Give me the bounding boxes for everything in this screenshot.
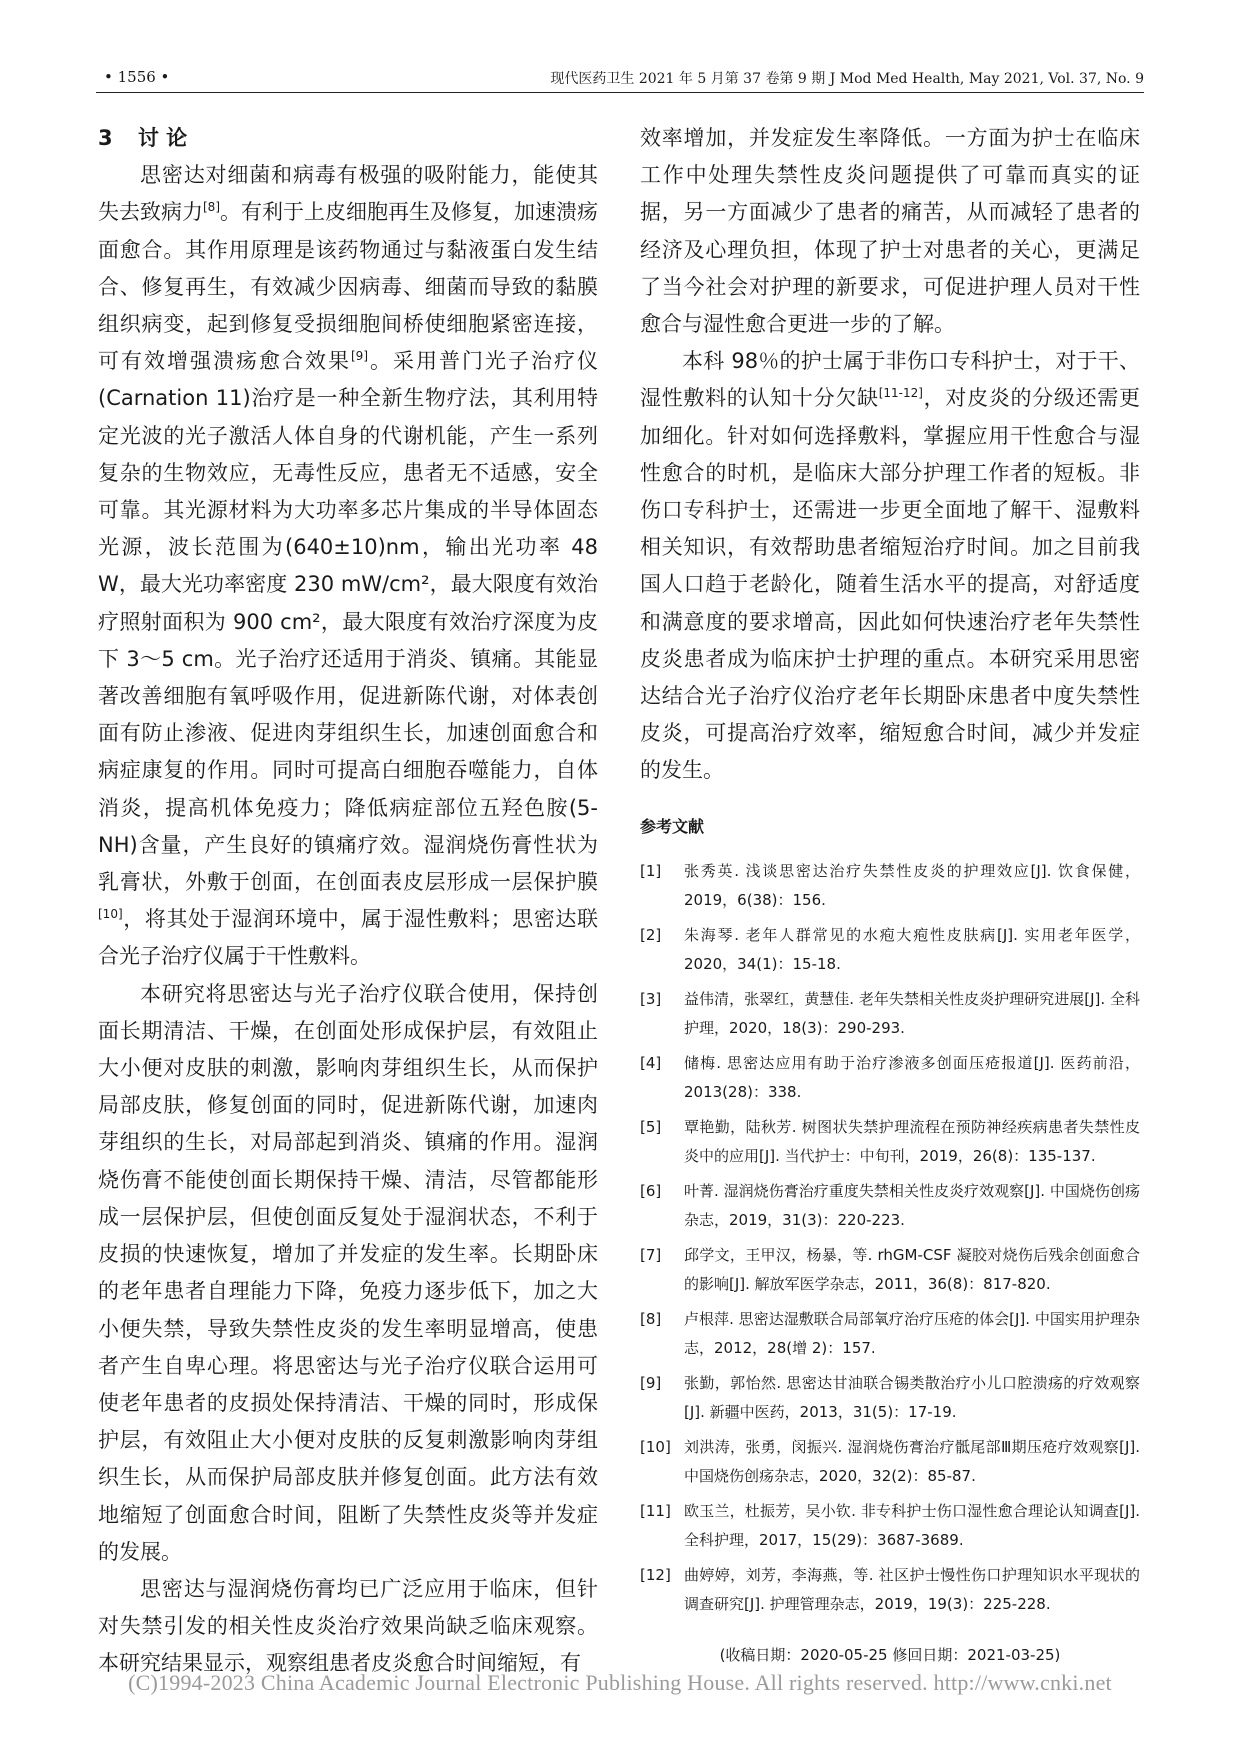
journal-citation: 现代医药卫生 2021 年 5 月第 37 卷第 9 期 J Mod Med Health, May 2021, Vol. 37, No. 9	[550, 71, 1144, 87]
reference-text: 覃艳勤，陆秋芳. 树图状失禁护理流程在预防神经疾病患者失禁性皮炎中的应用[J]. 当代护士：中旬刊，2019，26(8)：135-137.	[684, 1117, 1140, 1165]
reference-item	[640, 1561, 1140, 1619]
reference-text: 张秀英. 浅谈思密达治疗失禁性皮炎的护理效应[J]. 饮食保健，2019，6(38)：156.	[684, 861, 1140, 909]
reference-item	[640, 1497, 1140, 1555]
reference-item	[640, 1113, 1140, 1171]
reference-number: [3]	[640, 989, 662, 1008]
reference-item	[640, 1177, 1140, 1235]
section-number: 3	[98, 126, 113, 150]
text-run: ，对皮炎的分级还需更加细化。针对如何选择敷料，掌握应用干性愈合与湿性愈合的时机，是临床大部分护理工作者的短板。非伤口专科护士，还需进一步更全面地了解干、湿敷料相关知识，有效帮助患者缩短治疗时间。加之目前我国人口趋于老龄化，随着生活水平的提高，对舒适度和满意度的要求增高，因此如何快速治疗老年失禁性皮炎患者成为临床护士护理的重点。本研究采用思密达结合光子治疗仪治疗老年长期卧床患者中度失禁性皮炎，可提高治疗效率，缩短愈合时间，减少并发症的发生。	[640, 386, 1140, 783]
citation: [11-12]	[878, 386, 923, 401]
reference-item	[640, 1241, 1140, 1299]
section-title: 讨 论	[137, 126, 188, 150]
text-run: 思密达对细菌和病毒有极强的吸附能力，能使其失去致病力	[98, 163, 598, 225]
reference-number: [5]	[640, 1117, 662, 1136]
section-heading	[98, 120, 598, 157]
reference-text: 刘洪涛，张勇，闵振兴. 湿润烧伤膏治疗骶尾部Ⅲ期压疮疗效观察[J]. 中国烧伤创疡杂志，2020，32(2)：85-87.	[684, 1437, 1140, 1485]
reference-item	[640, 921, 1140, 979]
right-column	[640, 120, 1140, 1674]
reference-number: [12]	[640, 1565, 671, 1584]
text-run: ，将其处于湿润环境中，属于湿性敷料；思密达联合光子治疗仪属于干性敷料。	[98, 907, 598, 969]
paragraph: 思密达与湿润烧伤膏均已广泛应用于临床，但针对失禁引发的相关性皮炎治疗效果尚缺乏临床观察。本研究结果显示，观察组患者皮炎愈合时间缩短，有	[98, 1576, 598, 1676]
reference-item	[640, 1305, 1140, 1363]
paragraph: 本研究将思密达与光子治疗仪联合使用，保持创面长期清洁、干燥，在创面处形成保护层，有效阻止大小便对皮肤的刺激，影响肉芽组织生长，从而保护局部皮肤，修复创面的同时，促进新陈代谢，加速肉芽组织的生长，对局部起到消炎、镇痛的作用。湿润烧伤膏不能使创面长期保持干燥、清洁，尽管都能形成一层保护层，但使创面反复处于湿润状态，不利于皮损的快速恢复，增加了并发症的发生率。长期卧床的老年患者自理能力下降，免疫力逐步低下，加之大小便失禁，导致失禁性皮炎的发生率明显增高，使患者产生自卑心理。将思密达与光子治疗仪联合运用可使老年患者的皮损处保持清洁、干燥的同时，形成保护层，有效阻止大小便对皮肤的反复刺激影响肉芽组织生长，从而保护局部皮肤并修复创面。此方法有效地缩短了创面愈合时间，阻断了失禁性皮炎等并发症的发展。	[98, 981, 598, 1564]
reference-item	[640, 1049, 1140, 1107]
citation: [8]	[203, 200, 220, 215]
citation: [9]	[351, 349, 368, 364]
reference-text: 储梅. 思密达应用有助于治疗渗液多创面压疮报道[J]. 医药前沿，2013(28)：338.	[684, 1053, 1140, 1101]
reference-text: 邱学文，王甲汉，杨暴，等. rhGM-CSF 凝胶对烧伤后残余创面愈合的影响[J]. 解放军医学杂志，2011，36(8)：817-820.	[684, 1245, 1140, 1293]
paragraph	[98, 157, 598, 975]
reference-number: [8]	[640, 1309, 662, 1328]
reference-text: 朱海琴. 老年人群常见的水疱大疱性皮肤病[J]. 实用老年医学，2020，34(1)：15-18.	[684, 925, 1140, 973]
reference-number: [11]	[640, 1501, 671, 1520]
text-run: 。采用普门光子治疗仪(Carnation 11)治疗是一种全新生物疗法，其利用特定光波的光子激活人体自身的代谢机能，产生一系列复杂的生物效应，无毒性反应，患者无不适感，安全可靠。其光源材料为大功率多芯片集成的半导体固态光源，波长范围为(640±10)nm，输出光功率 48 W，最大光功率密度 230 mW/cm²，最大限度有效治疗照射面积为 900 cm²，最大限度有效治疗深度为皮下 3～5 cm。光子治疗还适用于消炎、镇痛。其能显著改善细胞有氧呼吸作用，促进新陈代谢，对体表创面有防止渗液、促进肉芽组织生长，加速创面愈合和病症康复的作用。同时可提高白细胞吞噬能力，自体消炎，提高机体免疫力；降低病症部位五羟色胺(5-NH)含量，产生良好的镇痛疗效。湿润烧伤膏性状为乳膏状，外敷于创面，在创面表皮层形成一层保护膜	[98, 349, 598, 895]
reference-number: [9]	[640, 1373, 662, 1392]
reference-text: 张勤，郭怡然. 思密达甘油联合锡类散治疗小儿口腔溃疡的疗效观察[J]. 新疆中医药，2013，31(5)：17-19.	[684, 1373, 1140, 1421]
reference-number: [4]	[640, 1053, 662, 1072]
reference-text: 叶菁. 湿润烧伤膏治疗重度失禁相关性皮炎疗效观察[J]. 中国烧伤创疡杂志，2019，31(3)：220-223.	[684, 1181, 1140, 1229]
received-dates: (收稿日期：2020-05-25 修回日期：2021-03-25)	[719, 1645, 1061, 1664]
reference-number: [2]	[640, 925, 662, 944]
reference-text: 卢根萍. 思密达湿敷联合局部氧疗治疗压疮的体会[J]. 中国实用护理杂志，2012，28(增 2)：157.	[684, 1309, 1140, 1357]
reference-number: [10]	[640, 1437, 671, 1456]
text-run: 。有利于上皮细胞再生及修复，加速溃疡面愈合。其作用原理是该药物通过与黏液蛋白发生结合、修复再生，有效减少因病毒、细菌而导致的黏膜组织病变，起到修复受损细胞间桥使细胞紧密连接，可有效增强溃疡愈合效果	[98, 200, 598, 374]
running-header	[96, 62, 1144, 93]
reference-text: 曲婷婷，刘芳，李海燕，等. 社区护士慢性伤口护理知识水平现状的调查研究[J]. 护理管理杂志，2019，19(3)：225-228.	[684, 1565, 1140, 1613]
copyright-footer: (C)1994-2023 China Academic Journal Electronic Publishing House. All rights reserved. http://www.cnki.net	[128, 1670, 1112, 1695]
reference-text: 益伟清，张翠红，黄慧佳. 老年失禁相关性皮炎护理研究进展[J]. 全科护理，2020，18(3)：290-293.	[684, 989, 1140, 1037]
reference-number: [7]	[640, 1245, 662, 1264]
left-column	[98, 120, 598, 1683]
citation: [10]	[98, 907, 123, 922]
reference-number: [1]	[640, 861, 662, 880]
reference-list	[640, 857, 1140, 1619]
text-run: 本科 98％的护士属于非伤口专科护士，对于干、湿性敷料的认知十分欠缺	[640, 349, 1140, 411]
reference-item	[640, 1433, 1140, 1491]
page-number: • 1556 •	[104, 68, 170, 86]
reference-number: [6]	[640, 1181, 662, 1200]
reference-text: 欧玉兰，杜振芳，吴小钦. 非专科护士伤口湿性愈合理论认知调查[J]. 全科护理，2017，15(29)：3687-3689.	[684, 1501, 1140, 1549]
reference-item	[640, 1369, 1140, 1427]
reference-item	[640, 857, 1140, 915]
references-heading: 参考文献	[640, 816, 705, 836]
reference-item	[640, 985, 1140, 1043]
paragraph	[640, 343, 1140, 789]
paragraph: 效率增加，并发症发生率降低。一方面为护士在临床工作中处理失禁性皮炎问题提供了可靠而真实的证据，另一方面减少了患者的痛苦，从而减轻了患者的经济及心理负担，体现了护士对患者的关心，更满足了当今社会对护理的新要求，可促进护理人员对干性愈合与湿性愈合更进一步的了解。	[640, 126, 1140, 337]
